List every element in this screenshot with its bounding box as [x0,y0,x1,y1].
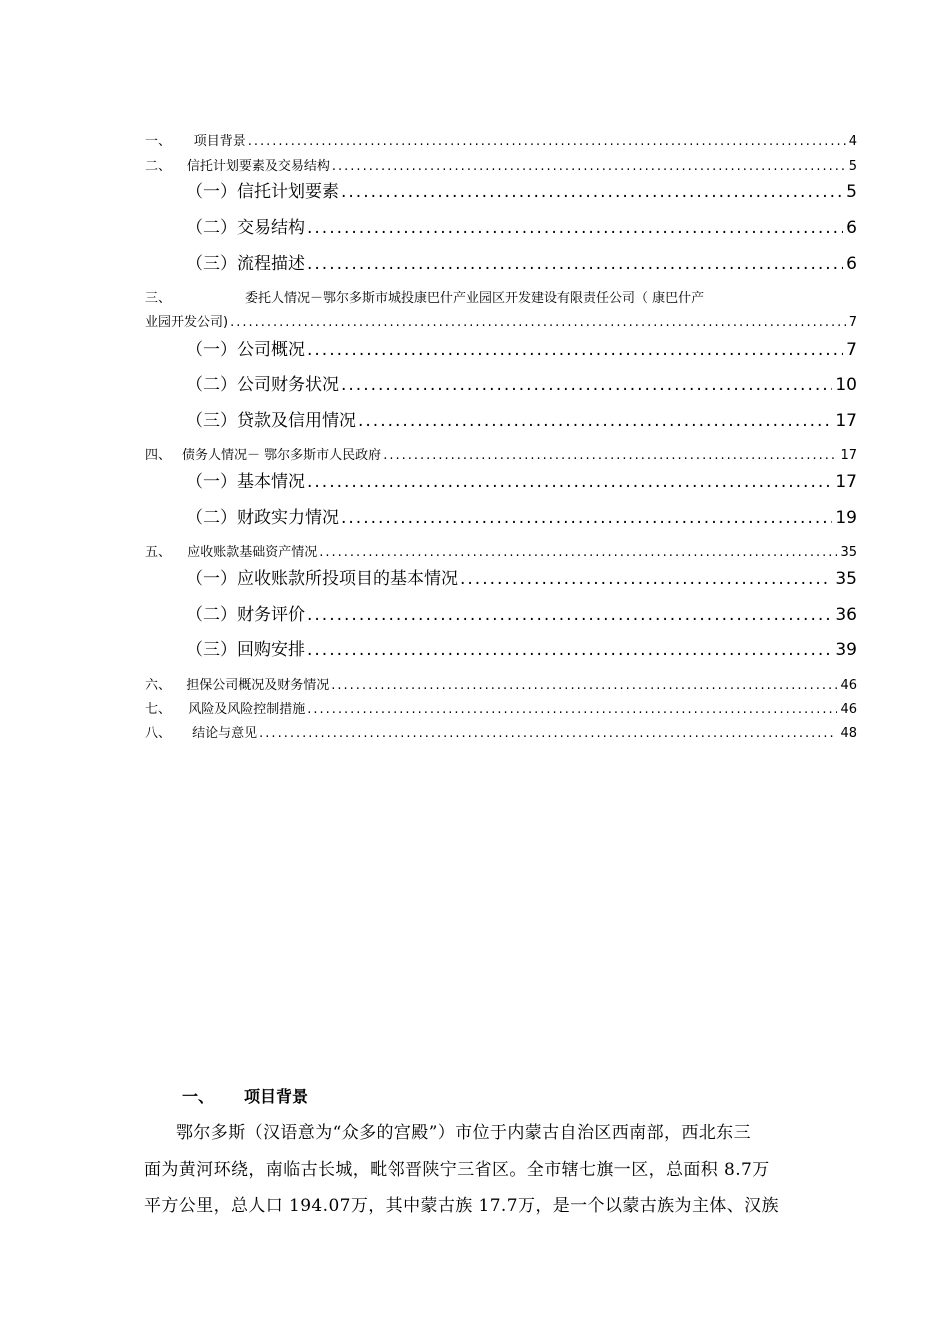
toc-entry-3-3[interactable] [186,406,857,431]
toc-leader-dots [460,569,832,589]
toc-entry-3-2[interactable] [186,370,857,395]
toc-entry-title: （三）贷款及信用情况 [186,411,356,431]
toc-entry-7[interactable] [145,698,857,717]
toc-entry-page: 17 [835,411,857,431]
toc-entry-3-line1[interactable] [145,287,857,306]
paragraph-line-1: 鄂尔多斯（汉语意为“众多的宫殿”）市位于内蒙古自治区西南部，西北东三 [176,1123,751,1143]
toc-entry-number: 一、 [145,134,172,149]
section-title: 项目背景 [244,1087,309,1106]
toc-entry-page: 46 [840,678,857,693]
toc-entry-5-1[interactable] [186,564,857,589]
toc-entry-5-3[interactable] [186,635,857,660]
toc-entry-title: （二）财务评价 [186,605,305,625]
toc-leader-dots [230,315,846,330]
toc-entry-page: 36 [835,605,857,625]
toc-leader-dots [331,678,837,693]
toc-entry-page: 6 [846,218,857,238]
toc-entry-page: 39 [835,640,857,660]
toc-leader-dots [341,508,832,528]
toc-entry-number: 六、 [145,678,172,693]
toc-leader-dots [307,472,832,492]
toc-entry-number: 三、 [145,291,172,306]
toc-entry-title: （二）交易结构 [186,218,305,238]
toc-entry-6[interactable] [145,674,857,693]
toc-entry-title: （一）基本情况 [186,472,305,492]
toc-leader-dots [341,375,832,395]
toc-entry-number: 二、 [145,159,172,174]
toc-entry-title: （一）信托计划要素 [186,182,339,202]
toc-entry-title: （一）公司概况 [186,340,305,360]
toc-entry-title: 委托人情况－鄂尔多斯市城投康巴什产业园区开发建设有限责任公司（ 康巴什产 [245,291,705,306]
toc-leader-dots [307,254,843,274]
toc-entry-page: 35 [835,569,857,589]
toc-leader-dots [307,640,832,660]
toc-entry-page: 10 [835,375,857,395]
toc-entry-page: 19 [835,508,857,528]
toc-entry-title: 担保公司概况及财务情况 [186,678,330,693]
toc-leader-dots [332,159,846,174]
toc-entry-page: 5 [848,159,857,174]
toc-entry-page: 7 [848,315,857,330]
toc-entry-3[interactable] [145,311,857,330]
paragraph-line-3: 平方公里，总人口 194.07万，其中蒙古族 17.7万，是一个以蒙古族为主体、汉族 [144,1196,779,1216]
paragraph-line-2: 面为黄河环绕，南临古长城，毗邻晋陕宁三省区。全市辖七旗一区，总面积 8.7万 [144,1160,770,1180]
toc-entry-title: 风险及风险控制措施 [188,702,306,717]
toc-leader-dots [319,545,837,560]
toc-entry-title-continued: 业园开发公司) [145,315,229,330]
toc-entry-page: 46 [840,702,857,717]
toc-entry-title: 债务人情况－ 鄂尔多斯市人民政府 [182,448,382,463]
toc-entry-2-1[interactable] [186,177,857,202]
toc-entry-title: （二）财政实力情况 [186,508,339,528]
section-number: 一、 [182,1087,215,1106]
toc-entry-title: （一）应收账款所投项目的基本情况 [186,569,458,589]
toc-entry-number: 四、 [145,448,172,463]
toc-entry-number: 五、 [145,545,172,560]
toc-entry-page: 48 [840,726,857,741]
toc-entry-8[interactable] [145,722,857,741]
toc-entry-title: （二）公司财务状况 [186,375,339,395]
toc-entry-1[interactable] [145,130,857,149]
toc-leader-dots [248,134,846,149]
toc-entry-page: 5 [846,182,857,202]
toc-entry-3-1[interactable] [186,335,857,360]
toc-entry-page: 6 [846,254,857,274]
toc-entry-page: 4 [848,134,857,149]
toc-leader-dots [358,411,832,431]
section-heading [182,1084,308,1107]
toc-entry-page: 7 [846,340,857,360]
toc-entry-title: 应收账款基础资产情况 [187,545,318,560]
toc-entry-4-1[interactable] [186,467,857,492]
toc-entry-5[interactable] [145,541,857,560]
toc-entry-2[interactable] [145,155,857,174]
toc-entry-2-2[interactable] [186,213,857,238]
toc-leader-dots [307,340,843,360]
toc-entry-number: 七、 [145,702,172,717]
toc-leader-dots [259,726,837,741]
toc-entry-4-2[interactable] [186,503,857,528]
toc-entry-title: 结论与意见 [192,726,258,741]
toc-leader-dots [307,218,843,238]
toc-entry-title: （三）回购安排 [186,640,305,660]
toc-leader-dots [383,448,837,463]
toc-leader-dots [341,182,843,202]
toc-entry-title: 项目背景 [193,134,246,149]
toc-entry-title: 信托计划要素及交易结构 [186,159,330,174]
toc-entry-number: 八、 [145,726,172,741]
toc-entry-title: （三）流程描述 [186,254,305,274]
toc-leader-dots [307,605,832,625]
toc-entry-2-3[interactable] [186,249,857,274]
toc-entry-page: 17 [840,448,857,463]
toc-entry-4[interactable] [145,444,857,463]
toc-entry-page: 35 [840,545,857,560]
toc-entry-5-2[interactable] [186,600,857,625]
toc-entry-page: 17 [835,472,857,492]
toc-leader-dots [307,702,837,717]
